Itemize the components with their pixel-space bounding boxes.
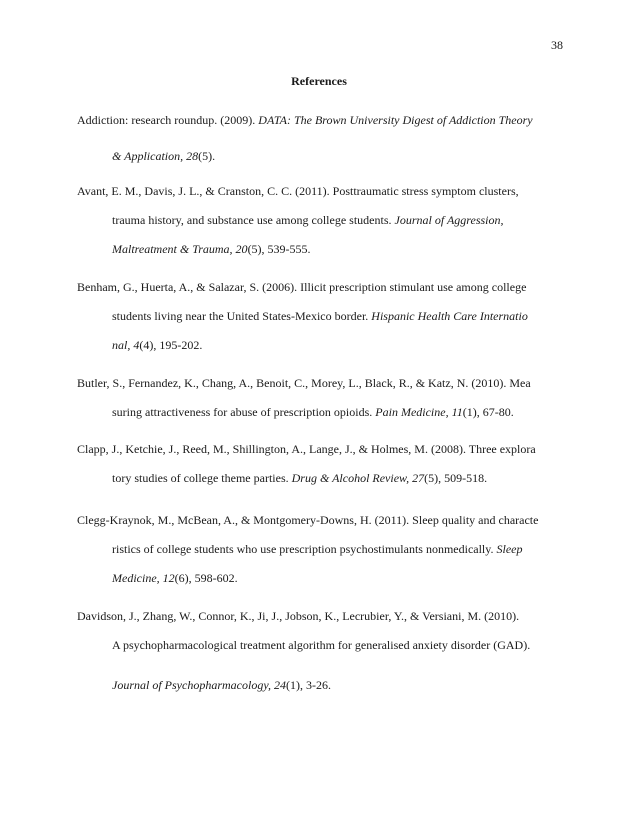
reference-text: (5). [198, 149, 216, 163]
reference-source: Drug & Alcohol Review, 27 [291, 471, 425, 485]
reference-source: Maltreatment & Trauma, 20 [112, 242, 248, 256]
reference-text: (4), 195-202. [139, 338, 203, 352]
reference-text: (5), 509-518. [424, 471, 488, 485]
reference-line [112, 638, 530, 652]
reference-text: (5), 539-555. [247, 242, 311, 256]
reference-source: & Application, 28 [112, 149, 199, 163]
reference-text: suring attractiveness for abuse of prescription opioids. [112, 405, 376, 419]
reference-source: Medicine, 12 [112, 571, 175, 585]
reference-text: Butler, S., Fernandez, K., Chang, A., Benoit, C., Morey, L., Black, R., & Katz, N. (2010). Mea [77, 376, 531, 390]
reference-line [112, 542, 523, 556]
reference-line [77, 376, 531, 390]
reference-line [77, 609, 519, 623]
reference-source: Journal of Aggression, [394, 213, 504, 227]
reference-line [112, 149, 215, 163]
reference-text: Avant, E. M., Davis, J. L., & Cranston, C. C. (2011). Posttraumatic stress symptom clusters, [77, 184, 519, 198]
reference-source: nal, 4 [112, 338, 140, 352]
reference-line [77, 184, 519, 198]
reference-text: students living near the United States-Mexico border. [112, 309, 372, 323]
reference-text: tory studies of college theme parties. [112, 471, 292, 485]
reference-text: trauma history, and substance use among college students. [112, 213, 395, 227]
reference-source: Journal of Psychopharmacology, 24 [112, 678, 286, 692]
reference-line [77, 280, 526, 294]
reference-line [112, 571, 238, 585]
reference-text: Addiction: research roundup. (2009). [77, 113, 259, 127]
reference-source: Hispanic Health Care Internatio [371, 309, 528, 323]
reference-text: Davidson, J., Zhang, W., Connor, K., Ji, J., Jobson, K., Lecrubier, Y., & Versiani, M. (2010). [77, 609, 520, 623]
page-number: 38 [551, 38, 563, 52]
reference-text: ristics of college students who use prescription psychostimulants nonmedically. [112, 542, 497, 556]
reference-source: DATA: The Brown University Digest of Addiction Theory [258, 113, 533, 127]
reference-text: Clapp, J., Ketchie, J., Reed, M., Shillington, A., Lange, J., & Holmes, M. (2008). Three explora [77, 442, 536, 456]
reference-text: (6), 598-602. [174, 571, 238, 585]
reference-line [77, 442, 536, 456]
reference-text: (1), 67-80. [462, 405, 514, 419]
reference-line [112, 338, 202, 352]
reference-line [112, 678, 331, 692]
reference-text: Clegg-Kraynok, M., McBean, A., & Montgomery-Downs, H. (2011). Sleep quality and characte [77, 513, 539, 527]
reference-text: A psychopharmacological treatment algorithm for generalised anxiety disorder (GAD). [112, 638, 531, 652]
reference-line [112, 309, 528, 323]
reference-text: (1), 3-26. [285, 678, 331, 692]
page-title: References [291, 74, 347, 88]
reference-line [77, 513, 538, 527]
reference-source: Sleep [496, 542, 523, 556]
reference-line [77, 113, 533, 127]
reference-line [112, 213, 504, 227]
reference-text: Benham, G., Huerta, A., & Salazar, S. (2006). Illicit prescription stimulant use among college [77, 280, 527, 294]
reference-line [112, 471, 487, 485]
reference-line [112, 405, 514, 419]
reference-line [112, 242, 311, 256]
reference-source: Pain Medicine, 11 [375, 405, 463, 419]
